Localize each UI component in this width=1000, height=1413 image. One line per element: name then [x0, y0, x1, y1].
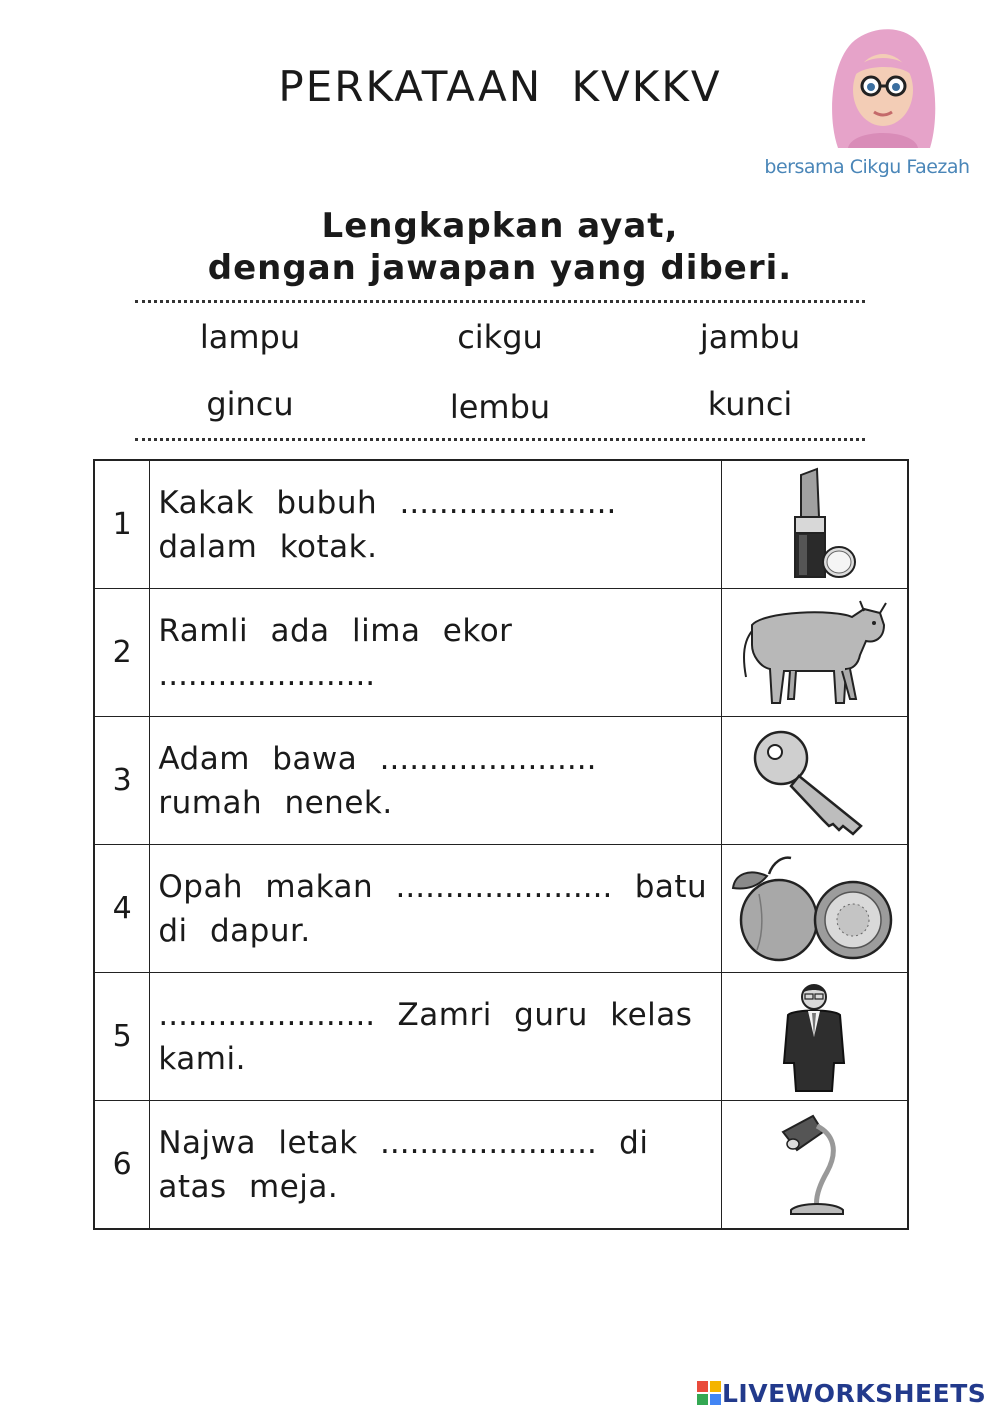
answer-blank[interactable]: ...................... — [399, 484, 617, 521]
table-row — [94, 973, 908, 1101]
question-number: 5 — [94, 973, 150, 1101]
table-row — [94, 1101, 908, 1230]
instruction-line-1: Lengkapkan ayat, — [321, 206, 679, 246]
teacher-avatar — [818, 24, 948, 148]
question-sentence — [150, 717, 721, 845]
question-sentence — [150, 1101, 721, 1230]
answer-blank[interactable]: ...................... — [379, 740, 597, 777]
dotted-divider-bottom — [135, 438, 865, 441]
page-title: PERKATAAN KVKKV — [278, 62, 722, 111]
picture-cell — [721, 973, 908, 1101]
lipstick-icon — [769, 467, 859, 582]
picture-cell — [721, 845, 908, 973]
question-number: 6 — [94, 1101, 150, 1230]
teacher-icon — [774, 979, 854, 1094]
answer-blank[interactable]: ...................... — [380, 1124, 597, 1161]
answer-blank[interactable]: ...................... — [158, 996, 376, 1033]
word-bank-item: jambu — [699, 318, 801, 356]
table-row — [94, 460, 908, 589]
answer-blank[interactable]: ...................... — [158, 656, 376, 693]
picture-cell — [721, 460, 908, 589]
question-number: 3 — [94, 717, 150, 845]
word-bank-item: lembu — [449, 388, 551, 426]
question-number: 1 — [94, 460, 150, 589]
liveworksheets-logo-icon — [696, 1380, 722, 1406]
answer-blank[interactable]: ...................... — [395, 868, 613, 905]
question-number: 2 — [94, 589, 150, 717]
picture-cell — [721, 589, 908, 717]
footer-brand-text: LIVEWORKSHEETS — [722, 1378, 987, 1408]
question-number: 4 — [94, 845, 150, 973]
sentence-start: Najwa letak — [158, 1124, 358, 1161]
question-sentence — [150, 460, 721, 589]
dotted-divider-top — [135, 300, 865, 303]
sentence-end: di atas meja. — [158, 1124, 649, 1205]
sentence-end: Zamri guru kelas kami. — [158, 996, 693, 1077]
instruction — [160, 205, 840, 289]
desk-lamp-icon — [769, 1110, 859, 1220]
sentence-end: batu di dapur. — [158, 868, 708, 949]
sentence-end: rumah nenek. — [158, 784, 393, 821]
sentence-end: dalam kotak. — [158, 528, 378, 565]
table-row — [94, 589, 908, 717]
question-sentence — [150, 589, 721, 717]
word-bank-item: gincu — [206, 385, 294, 423]
picture-cell — [721, 717, 908, 845]
footer-brand — [696, 1378, 986, 1408]
cow-icon — [734, 595, 894, 710]
instruction-line-2: dengan jawapan yang diberi. — [207, 248, 793, 288]
question-sentence — [150, 973, 721, 1101]
key-icon — [749, 726, 879, 836]
word-bank-item: kunci — [707, 385, 793, 423]
author-credit: bersama Cikgu Faezah — [764, 156, 970, 178]
table-row — [94, 845, 908, 973]
word-bank-item: cikgu — [457, 318, 543, 356]
sentence-start: Kakak bubuh — [158, 484, 378, 521]
word-bank-item: lampu — [199, 318, 301, 356]
sentence-start: Opah makan — [158, 868, 374, 905]
guava-icon — [729, 854, 899, 964]
sentence-start: Adam bawa — [158, 740, 358, 777]
question-sentence — [150, 845, 721, 973]
table-row — [94, 717, 908, 845]
exercise-table — [93, 459, 909, 1230]
sentence-start: Ramli ada lima ekor — [158, 612, 513, 649]
picture-cell — [721, 1101, 908, 1230]
